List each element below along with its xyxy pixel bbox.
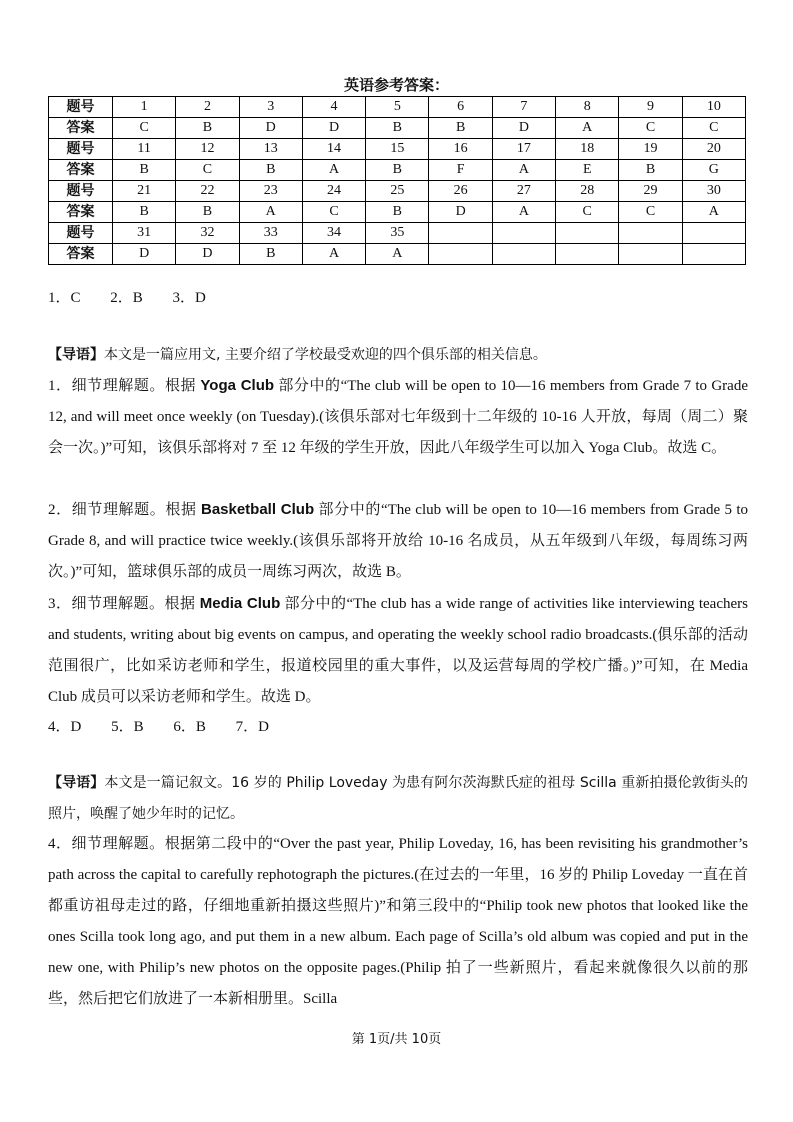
table-cell: 34: [302, 223, 365, 244]
table-cell: C: [302, 202, 365, 223]
answers-line-1: [48, 286, 232, 307]
table-cell: 8: [556, 97, 619, 118]
table-cell: 6: [429, 97, 492, 118]
table-cell: D: [302, 118, 365, 139]
answer-item: 7．D: [235, 719, 269, 735]
table-cell: B: [113, 202, 176, 223]
table-row: [49, 139, 746, 160]
table-cell: B: [176, 118, 239, 139]
table-cell: A: [366, 244, 429, 265]
q2-body: 部分中的“The club will be open to 10—16 members from Grade 5 to Grade 8, and will practice twice weekly.(该俱乐部将开放给 10-16 名成员，从五年级到八年级，每周练习两次。)”可知，篮球俱乐部的成员一周练习两次，故选 B。: [48, 502, 748, 580]
answer-item: 2．B: [110, 290, 143, 306]
table-cell: C: [556, 202, 619, 223]
table-cell: B: [366, 160, 429, 181]
table-cell: A: [302, 160, 365, 181]
guide-tag: 【导语】: [48, 775, 105, 791]
q2-prefix: 2．细节理解题。根据: [48, 502, 201, 518]
table-cell: B: [619, 160, 682, 181]
answer-item: 4．D: [48, 719, 82, 735]
table-cell: 27: [492, 181, 555, 202]
table-cell: 14: [302, 139, 365, 160]
table-cell: C: [113, 118, 176, 139]
table-cell: B: [113, 160, 176, 181]
table-cell: 32: [176, 223, 239, 244]
table-cell: 15: [366, 139, 429, 160]
table-cell: 22: [176, 181, 239, 202]
table-cell: A: [302, 244, 365, 265]
row-header: 答案: [49, 160, 113, 181]
table-cell: [682, 244, 745, 265]
table-cell: 16: [429, 139, 492, 160]
q1-section-name: Yoga Club: [200, 377, 275, 394]
table-cell: A: [239, 202, 302, 223]
table-cell: [429, 223, 492, 244]
table-cell: D: [239, 118, 302, 139]
table-cell: [492, 223, 555, 244]
page-footer: 第 1页/共 10页: [351, 1032, 442, 1047]
table-cell: 26: [429, 181, 492, 202]
table-cell: C: [176, 160, 239, 181]
table-cell: B: [176, 202, 239, 223]
table-cell: [492, 244, 555, 265]
table-cell: B: [239, 160, 302, 181]
q3-body: 部分中的“The club has a wide range of activities like interviewing teachers and students, writing about big events on campus, and operating the weekly school radio broadcasts.(俱乐部的活动范围很广，比如采访老师和学生，报道校园里的重大事件，以及运营每周的学校广播。)”可知，在 Media Club 成员可以采访老师和学生。故选 D。: [48, 596, 748, 705]
table-cell: B: [239, 244, 302, 265]
table-row: [49, 97, 746, 118]
table-cell: 3: [239, 97, 302, 118]
table-cell: C: [619, 118, 682, 139]
table-cell: 2: [176, 97, 239, 118]
table-cell: [682, 223, 745, 244]
q2-section-name: Basketball Club: [200, 501, 315, 518]
table-cell: [619, 244, 682, 265]
table-cell: F: [429, 160, 492, 181]
table-cell: [556, 244, 619, 265]
table-row: [49, 118, 746, 139]
q1-prefix: 1．细节理解题。根据: [48, 378, 201, 394]
table-cell: B: [366, 202, 429, 223]
guide-tag: 【导语】: [48, 347, 104, 363]
q3-prefix: 3．细节理解题。根据: [48, 596, 200, 612]
table-cell: [556, 223, 619, 244]
question-2-explanation: [48, 494, 748, 588]
table-cell: 12: [176, 139, 239, 160]
table-cell: 31: [113, 223, 176, 244]
table-cell: 4: [302, 97, 365, 118]
q3-section-name: Media Club: [199, 595, 281, 612]
question-4-explanation: 4．细节理解题。根据第二段中的“Over the past year, Philip Loveday, 16, has been revisiting his grandmother’s path across the capital to carefully rephotograph the pictures.(在过去的一年里，16 岁的 Philip Loveday 一直在首都重访祖母走过的路，仔细地重新拍摄这些照片)”和第三段中的“Philip took new photos that looked like the ones Scilla took long ago, and put them in a new album. Each page of Scilla’s old album was copied and put in the new one, with Philip’s new photos on the opposite pages.(Philip 拍了一些新照片，看起来就像很久以前的那些，然后把它们放进了一本新相册里。Scilla: [48, 836, 748, 1007]
table-cell: 35: [366, 223, 429, 244]
question-3-explanation: [48, 588, 748, 713]
q1-body: 部分中的“The club will be open to 10—16 members from Grade 7 to Grade 12, and will meet once weekly (on Tuesday).(该俱乐部对七年级到十二年级的 10-16 人开放，每周（周二）聚会一次。)”可知，该俱乐部将对 7 至 12 年级的学生开放，因此八年级学生可以加入 Yoga Club。故选 C。: [48, 378, 748, 456]
table-cell: [429, 244, 492, 265]
row-header: 题号: [49, 97, 113, 118]
table-cell: 18: [556, 139, 619, 160]
guide-paragraph-1: [48, 340, 748, 371]
table-cell: 10: [682, 97, 745, 118]
row-header: 题号: [49, 181, 113, 202]
table-row: [49, 244, 746, 265]
table-cell: B: [429, 118, 492, 139]
row-header: 题号: [49, 139, 113, 160]
table-row: [49, 202, 746, 223]
table-cell: 1: [113, 97, 176, 118]
row-header: 答案: [49, 202, 113, 223]
table-row: [49, 223, 746, 244]
answer-item: 5．B: [111, 719, 144, 735]
table-row: [49, 160, 746, 181]
table-cell: [619, 223, 682, 244]
table-cell: 5: [366, 97, 429, 118]
table-cell: 9: [619, 97, 682, 118]
table-cell: E: [556, 160, 619, 181]
table-cell: B: [366, 118, 429, 139]
table-cell: 28: [556, 181, 619, 202]
table-cell: 19: [619, 139, 682, 160]
table-cell: 11: [113, 139, 176, 160]
row-header: 答案: [49, 118, 113, 139]
guide-text: 本文是一篇记叙文。16 岁的 Philip Loveday 为患有阿尔茨海默氏症的祖母 Scilla 重新拍摄伦敦街头的照片，唤醒了她少年时的记忆。: [48, 775, 748, 822]
table-cell: D: [176, 244, 239, 265]
question-1-explanation: [48, 370, 748, 464]
answer-item: 3．D: [172, 290, 206, 306]
table-cell: A: [682, 202, 745, 223]
guide-paragraph-2: [48, 768, 748, 830]
table-cell: A: [492, 160, 555, 181]
table-cell: 29: [619, 181, 682, 202]
table-cell: 7: [492, 97, 555, 118]
table-cell: G: [682, 160, 745, 181]
table-cell: D: [429, 202, 492, 223]
table-cell: 30: [682, 181, 745, 202]
table-cell: 21: [113, 181, 176, 202]
table-cell: 24: [302, 181, 365, 202]
table-cell: A: [492, 202, 555, 223]
guide-text: 本文是一篇应用文, 主要介绍了学校最受欢迎的四个俱乐部的相关信息。: [104, 347, 547, 363]
table-cell: 25: [366, 181, 429, 202]
table-cell: D: [113, 244, 176, 265]
table-cell: C: [619, 202, 682, 223]
table-cell: 33: [239, 223, 302, 244]
row-header: 答案: [49, 244, 113, 265]
page-title: 英语参考答案：: [343, 76, 449, 94]
table-cell: 23: [239, 181, 302, 202]
table-cell: 20: [682, 139, 745, 160]
table-cell: 17: [492, 139, 555, 160]
table-row: [49, 181, 746, 202]
answer-table: [48, 96, 746, 265]
answer-item: 6．B: [173, 719, 206, 735]
table-cell: C: [682, 118, 745, 139]
table-cell: D: [492, 118, 555, 139]
row-header: 题号: [49, 223, 113, 244]
answer-item: 1．C: [48, 290, 81, 306]
table-cell: 13: [239, 139, 302, 160]
table-cell: A: [556, 118, 619, 139]
answers-line-2: [48, 715, 295, 736]
